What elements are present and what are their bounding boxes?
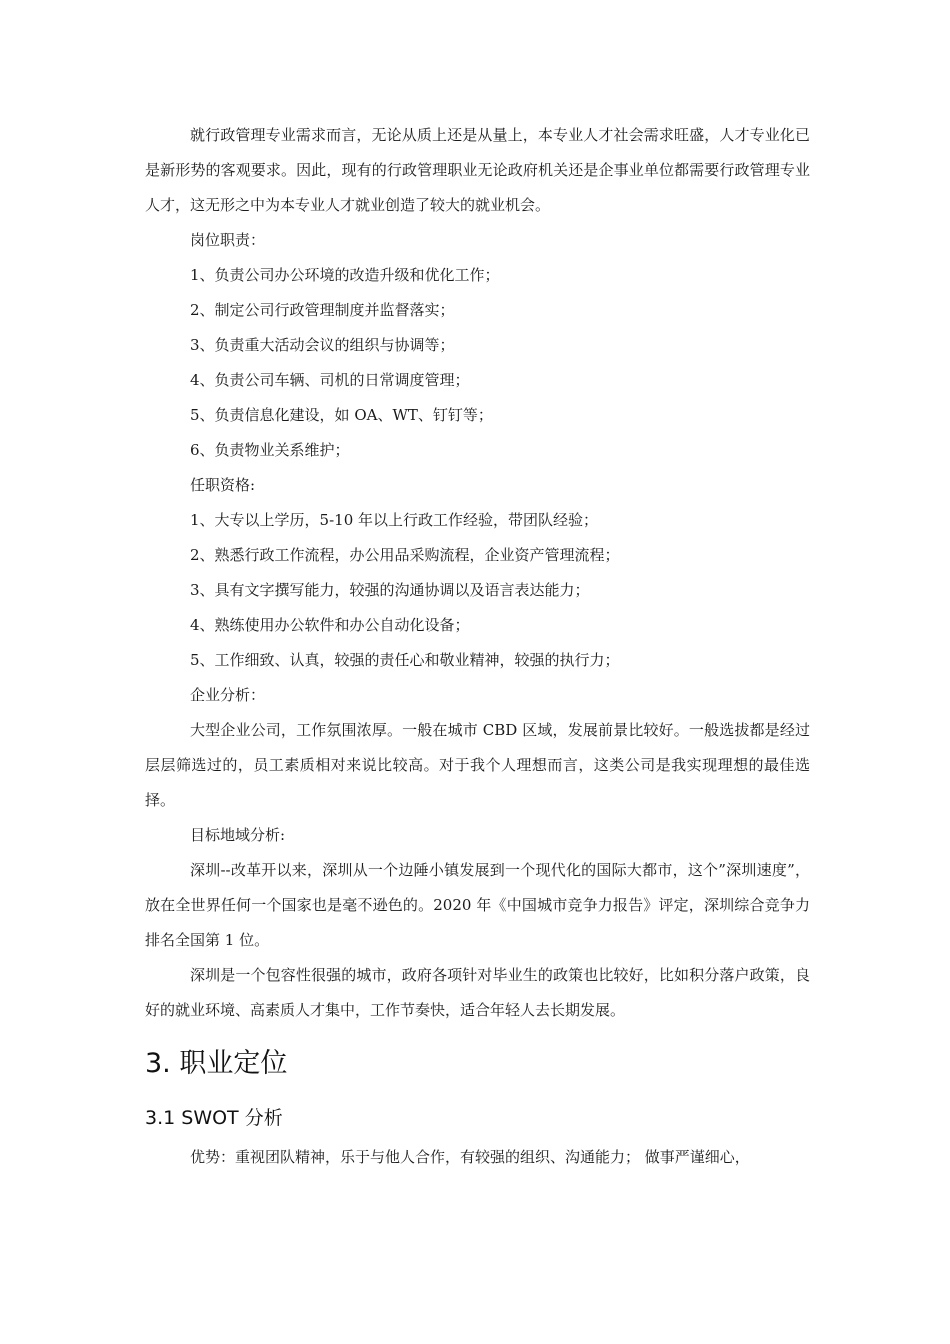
duty-item-1: 1、负责公司办公环境的改造升级和优化工作；	[190, 266, 500, 284]
qualification-item-5: 5、工作细致、认真，较强的责任心和敬业精神，较强的执行力；	[190, 651, 620, 669]
qualifications-heading: 任职资格:	[190, 476, 256, 494]
region-paragraph-1: 深圳--改革开以来，深圳从一个边陲小镇发展到一个现代化的国际大都市，这个”深圳速度”，放在全世界任何一个国家也是毫不逊色的。2020 年《中国城市竞争力报告》评定，深圳综合竞争力排名全国第 1 位。	[145, 861, 810, 949]
duty-item-2: 2、制定公司行政管理制度并监督落实；	[190, 301, 455, 319]
company-analysis-heading: 企业分析：	[190, 686, 266, 704]
region-analysis-heading: 目标地域分析:	[190, 826, 286, 844]
company-analysis-paragraph: 大型企业公司，工作氛围浓厚。一般在城市 CBD 区域，发展前景比较好。一般选拔都是经过层层筛选过的，员工素质相对来说比较高。对于我个人理想而言，这类公司是我实现理想的最佳选择。	[145, 721, 810, 809]
qualification-item-1: 1、大专以上学历，5-10 年以上行政工作经验，带团队经验；	[190, 511, 599, 529]
document-page	[145, 118, 810, 1175]
strengths-paragraph: 优势：重视团队精神，乐于与他人合作，有较强的组织、沟通能力； 做事严谨细心，	[190, 1148, 750, 1166]
duty-item-4: 4、负责公司车辆、司机的日常调度管理；	[190, 371, 470, 389]
duty-item-3: 3、负责重大活动会议的组织与协调等；	[190, 336, 455, 354]
region-paragraph-2: 深圳是一个包容性很强的城市，政府各项针对毕业生的政策也比较好，比如积分落户政策，良好的就业环境、高素质人才集中，工作节奏快，适合年轻人去长期发展。	[145, 966, 810, 1019]
subsection-heading-swot: 3.1 SWOT 分析	[145, 1107, 283, 1129]
section-heading-career-positioning: 3. 职业定位	[145, 1048, 288, 1079]
qualification-item-3: 3、具有文字撰写能力，较强的沟通协调以及语言表达能力；	[190, 581, 590, 599]
intro-paragraph: 就行政管理专业需求而言，无论从质上还是从量上，本专业人才社会需求旺盛，人才专业化已是新形势的客观要求。因此，现有的行政管理职业无论政府机关还是企事业单位都需要行政管理专业人才，这无形之中为本专业人才就业创造了较大的就业机会。	[145, 126, 810, 214]
duty-item-5: 5、负责信息化建设，如 OA、WT、钉钉等；	[190, 406, 493, 424]
qualification-item-4: 4、熟练使用办公软件和办公自动化设备；	[190, 616, 470, 634]
job-duties-heading: 岗位职责：	[190, 231, 266, 249]
duty-item-6: 6、负责物业关系维护；	[190, 441, 350, 459]
qualification-item-2: 2、熟悉行政工作流程，办公用品采购流程，企业资产管理流程；	[190, 546, 620, 564]
